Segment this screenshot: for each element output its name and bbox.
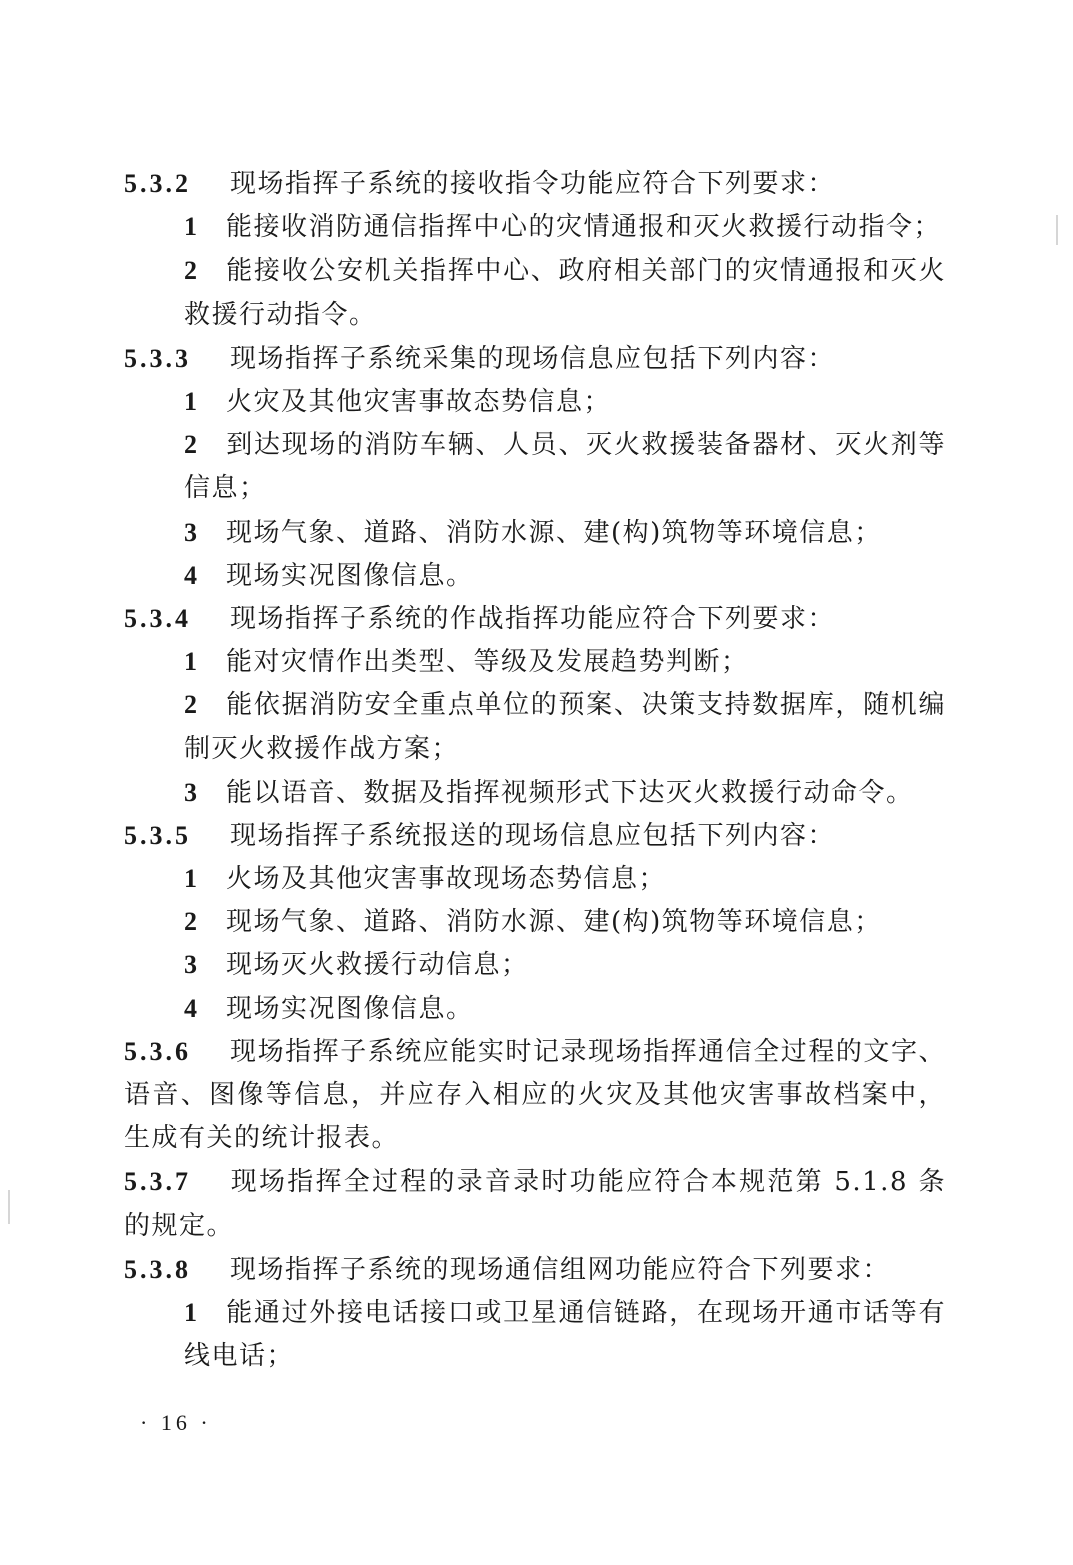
clause-text: 现场指挥子系统的现场通信组网功能应符合下列要求： xyxy=(230,1254,891,1285)
clause-number: 5.3.8 xyxy=(124,1254,191,1284)
item-text: 现场灭火救援行动信息； xyxy=(226,950,529,981)
item-text: 能对灾情作出类型、等级及发展趋势判断； xyxy=(226,647,749,678)
list-item xyxy=(124,249,946,336)
clause-text: 现场指挥子系统的接收指令功能应符合下列要求： xyxy=(230,169,836,199)
item-text: 现场气象、道路、消防水源、建(构)筑物等环境信息； xyxy=(226,517,882,548)
clause-number: 5.3.2 xyxy=(124,169,191,198)
item-number: 1 xyxy=(184,864,199,894)
clause-text: 现场指挥全过程的录音录时功能应符合本规范第 5.1.8 条的规定。 xyxy=(124,1167,946,1241)
item-number: 1 xyxy=(184,386,199,416)
list-item xyxy=(124,683,946,770)
item-number: 1 xyxy=(184,647,199,677)
item-number: 3 xyxy=(184,517,199,547)
item-number: 1 xyxy=(184,1298,199,1328)
clause-5-3-6 xyxy=(124,1030,946,1161)
list-item xyxy=(124,987,946,1030)
clause-5-3-2 xyxy=(124,162,946,205)
item-number: 1 xyxy=(184,212,199,242)
clause-text: 现场指挥子系统报送的现场信息应包括下列内容： xyxy=(230,820,836,851)
clause-text: 现场指挥子系统应能实时记录现场指挥通信全过程的文字、语音、图像等信息，并应存入相应的火灾及其他灾害事故档案中，生成有关的统计报表。 xyxy=(124,1036,946,1154)
scan-edge-mark xyxy=(1056,215,1058,245)
item-text: 火灾及其他灾害事故态势信息； xyxy=(226,386,612,417)
list-item xyxy=(124,943,946,986)
list-item xyxy=(124,511,946,554)
list-item xyxy=(124,900,946,943)
item-text: 能以语音、数据及指挥视频形式下达灭火救援行动命令。 xyxy=(226,777,914,808)
clause-5-3-4 xyxy=(124,597,946,640)
item-number: 4 xyxy=(184,993,199,1023)
item-number: 3 xyxy=(184,777,199,807)
clause-5-3-5 xyxy=(124,814,946,857)
item-text: 能接收消防通信指挥中心的灾情通报和灭火救援行动指令； xyxy=(226,212,942,243)
item-number: 2 xyxy=(184,690,199,720)
clause-5-3-8 xyxy=(124,1248,946,1291)
page-number: · 16 · xyxy=(140,1410,212,1435)
item-text: 现场气象、道路、消防水源、建(构)筑物等环境信息； xyxy=(226,907,882,938)
item-text: 现场实况图像信息。 xyxy=(226,993,474,1024)
item-text: 到达现场的消防车辆、人员、灭火救援装备器材、灭火剂等信息； xyxy=(184,430,946,504)
item-text: 能接收公安机关指挥中心、政府相关部门的灾情通报和灭火救援行动指令。 xyxy=(184,256,946,330)
list-item xyxy=(124,423,946,510)
list-item xyxy=(124,380,946,423)
list-item xyxy=(124,640,946,683)
item-text: 能通过外接电话接口或卫星通信链路，在现场开通市话等有线电话； xyxy=(184,1298,946,1372)
clause-text: 现场指挥子系统采集的现场信息应包括下列内容： xyxy=(230,343,836,374)
item-text: 现场实况图像信息。 xyxy=(226,560,474,591)
list-item xyxy=(124,554,946,597)
item-text: 火场及其他灾害事故现场态势信息； xyxy=(226,864,667,895)
item-text: 能依据消防安全重点单位的预案、决策支持数据库，随机编制灭火救援作战方案； xyxy=(184,690,946,764)
clause-number: 5.3.3 xyxy=(124,343,191,373)
clause-number: 5.3.5 xyxy=(124,820,191,850)
clause-text: 现场指挥子系统的作战指挥功能应符合下列要求： xyxy=(230,603,836,634)
list-item xyxy=(124,1291,946,1378)
scan-edge-mark xyxy=(8,1190,10,1224)
clause-number: 5.3.6 xyxy=(124,1036,191,1066)
list-item xyxy=(124,205,946,249)
list-item xyxy=(124,771,946,814)
document-body xyxy=(124,162,946,1378)
clause-number: 5.3.4 xyxy=(124,603,191,633)
clause-number: 5.3.7 xyxy=(124,1167,191,1197)
list-item xyxy=(124,857,946,900)
clause-5-3-7 xyxy=(124,1160,946,1247)
clause-5-3-3 xyxy=(124,337,946,380)
item-number: 3 xyxy=(184,950,199,980)
item-number: 2 xyxy=(184,430,199,460)
item-number: 4 xyxy=(184,560,199,590)
item-number: 2 xyxy=(184,907,199,937)
item-number: 2 xyxy=(184,256,199,286)
